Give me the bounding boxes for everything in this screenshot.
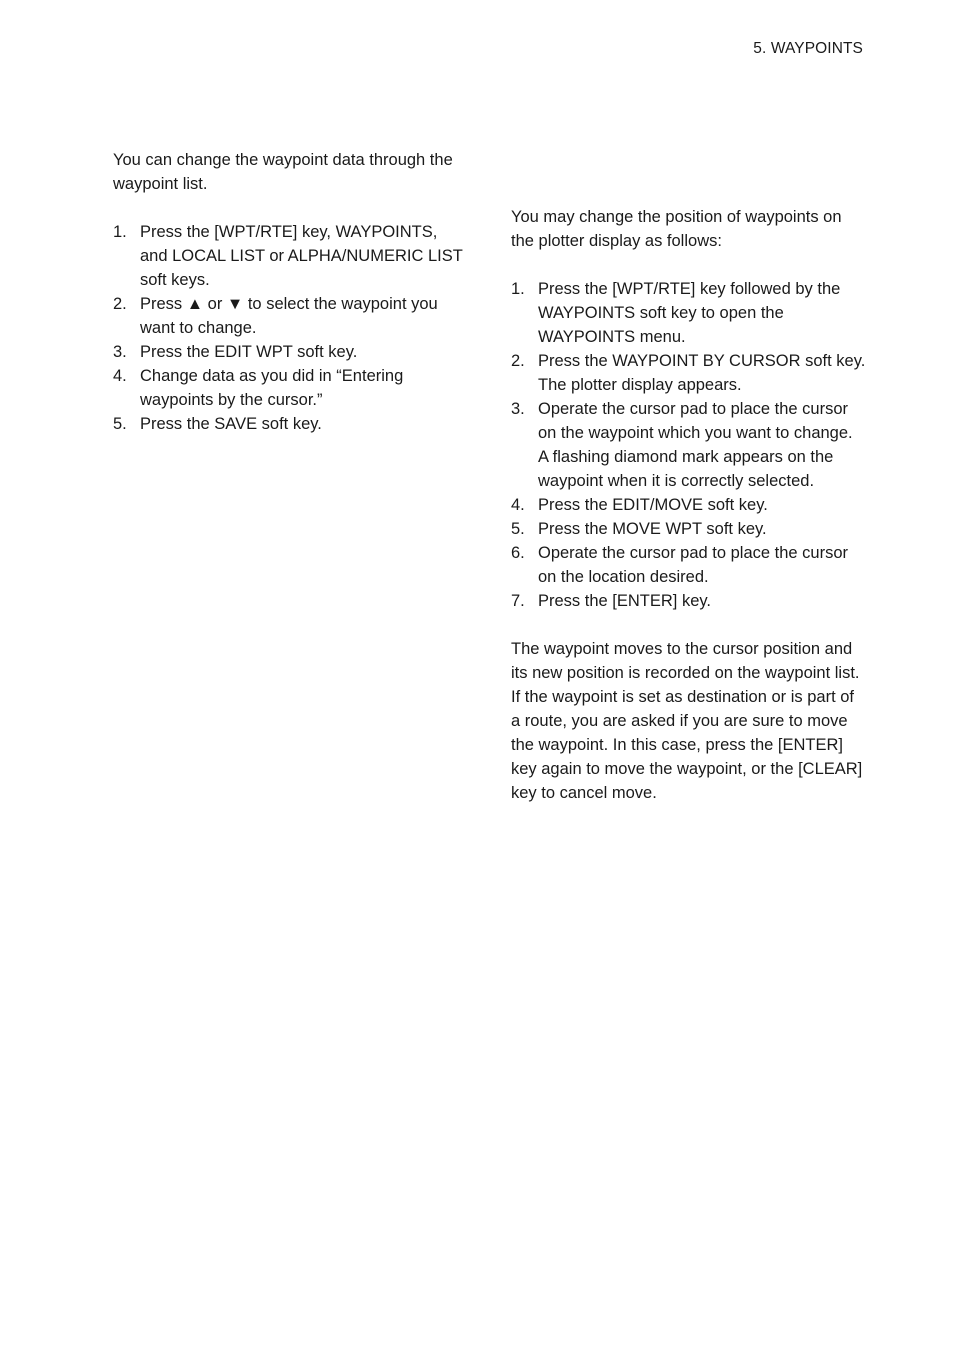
list-item: [511, 493, 866, 517]
list-item: [113, 340, 468, 364]
step-text: Press the EDIT/MOVE soft key.: [538, 496, 768, 514]
step-text: Change data as you did in “Entering waypoints by the cursor.”: [140, 367, 404, 409]
list-item: [511, 277, 866, 349]
list-item: [113, 292, 468, 340]
step-text: Operate the cursor pad to place the cursor on the waypoint which you want to change. A flashing diamond mark appears on the waypoint when it is correctly selected.: [538, 400, 853, 490]
left-steps-list: [113, 220, 468, 436]
step-text: Press the [WPT/RTE] key followed by the WAYPOINTS soft key to open the WAYPOINTS menu.: [538, 280, 841, 346]
step-number: 1.: [113, 223, 127, 241]
step-number: 3.: [511, 400, 525, 418]
list-item: [113, 364, 468, 412]
running-header: 5. WAYPOINTS: [753, 40, 863, 57]
list-item: [113, 412, 468, 436]
right-intro-paragraph: You may change the position of waypoints on the plotter display as follows:: [511, 208, 842, 250]
step-text: Press the SAVE soft key.: [140, 415, 322, 433]
step-number: 2.: [511, 352, 525, 370]
step-text: Press the WAYPOINT BY CURSOR soft key. The plotter display appears.: [538, 352, 866, 394]
step-number: 5.: [511, 520, 525, 538]
step-text: Operate the cursor pad to place the cursor on the location desired.: [538, 544, 849, 586]
right-steps-list: [511, 277, 866, 613]
step-number: 4.: [113, 367, 127, 385]
step-text: Press the [ENTER] key.: [538, 592, 711, 610]
step-number: 3.: [113, 343, 127, 361]
right-column: [511, 205, 866, 805]
left-column: [113, 148, 468, 436]
step-number: 5.: [113, 415, 127, 433]
step-number: 1.: [511, 280, 525, 298]
left-intro-paragraph: You can change the waypoint data through the waypoint list.: [113, 151, 453, 193]
list-item: [511, 397, 866, 493]
step-number: 2.: [113, 295, 127, 313]
list-item: [511, 541, 866, 589]
step-text: Press the MOVE WPT soft key.: [538, 520, 767, 538]
step-text: Press the [WPT/RTE] key, WAYPOINTS, and LOCAL LIST or ALPHA/NUMERIC LIST soft keys.: [140, 223, 463, 289]
move-result-note: The waypoint moves to the cursor position and its new position is recorded on the waypoint list. If the waypoint is set as destination or is part of a route, you are asked if you are sure to move the waypoint. In this case, press the [ENTER] key again to move the waypoint, or the [CLEAR] key to cancel move.: [511, 640, 863, 802]
list-item: [511, 589, 866, 613]
step-number: 4.: [511, 496, 525, 514]
step-text: Press the EDIT WPT soft key.: [140, 343, 358, 361]
list-item: [511, 517, 866, 541]
step-text: Press ▲ or ▼ to select the waypoint you want to change.: [140, 295, 438, 337]
list-item: [113, 220, 468, 292]
step-number: 7.: [511, 592, 525, 610]
list-item: [511, 349, 866, 397]
step-number: 6.: [511, 544, 525, 562]
